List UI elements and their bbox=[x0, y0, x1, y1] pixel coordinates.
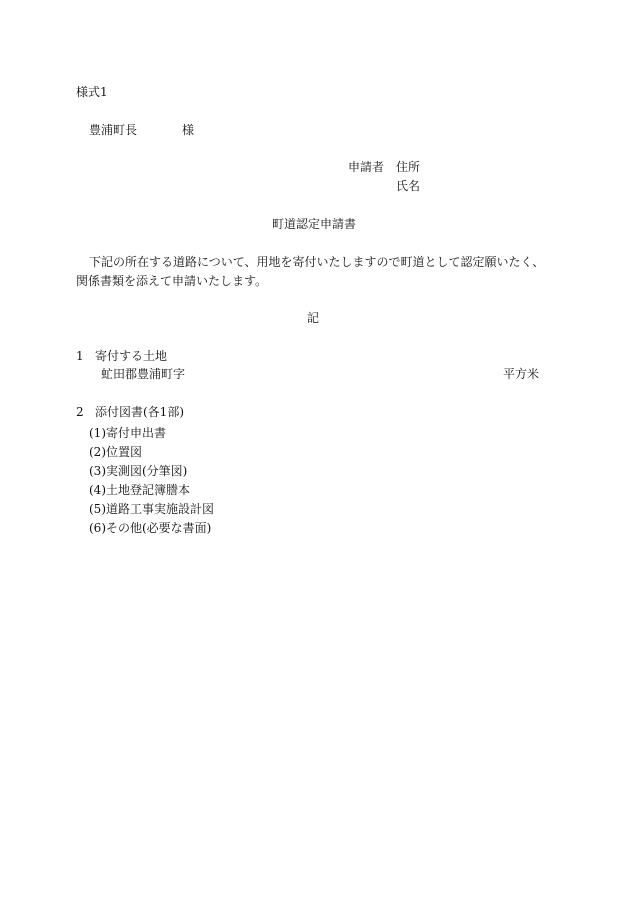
form-number: 様式1 bbox=[76, 85, 108, 99]
section1-heading: 寄付する土地 bbox=[95, 349, 168, 363]
ki-heading: 記 bbox=[307, 311, 320, 325]
section2-heading: 添付図書(各1部) bbox=[95, 405, 184, 419]
section1-number: 1 bbox=[76, 349, 84, 363]
body-paragraph: 下記の所在する道路について、用地を寄付いたしますので町道として認定願いたく、関係書類を添えて申請いたします。 bbox=[76, 255, 545, 288]
document-title: 町道認定申請書 bbox=[272, 217, 357, 231]
attachment-item: (3)実測図(分筆図) bbox=[89, 464, 188, 478]
applicant-address-label: 住所 bbox=[396, 160, 421, 174]
section2-number: 2 bbox=[76, 405, 84, 419]
attachment-item: (6)その他(必要な書面) bbox=[89, 521, 212, 535]
attachment-item: (1)寄付申出書 bbox=[89, 426, 166, 440]
applicant-name-label: 氏名 bbox=[396, 179, 421, 193]
attachment-item: (5)道路工事実施設計図 bbox=[89, 502, 214, 516]
attachment-item: (4)土地登記簿謄本 bbox=[89, 483, 190, 497]
land-location: 虻田郡豊浦町字 bbox=[101, 367, 186, 381]
addressee-name: 豊浦町長 bbox=[89, 123, 138, 137]
attachment-item: (2)位置図 bbox=[89, 445, 142, 459]
applicant-label: 申請者 bbox=[348, 160, 385, 174]
area-unit: 平方米 bbox=[503, 367, 540, 381]
addressee-honorific: 様 bbox=[182, 123, 195, 137]
attachment-list bbox=[89, 424, 214, 538]
